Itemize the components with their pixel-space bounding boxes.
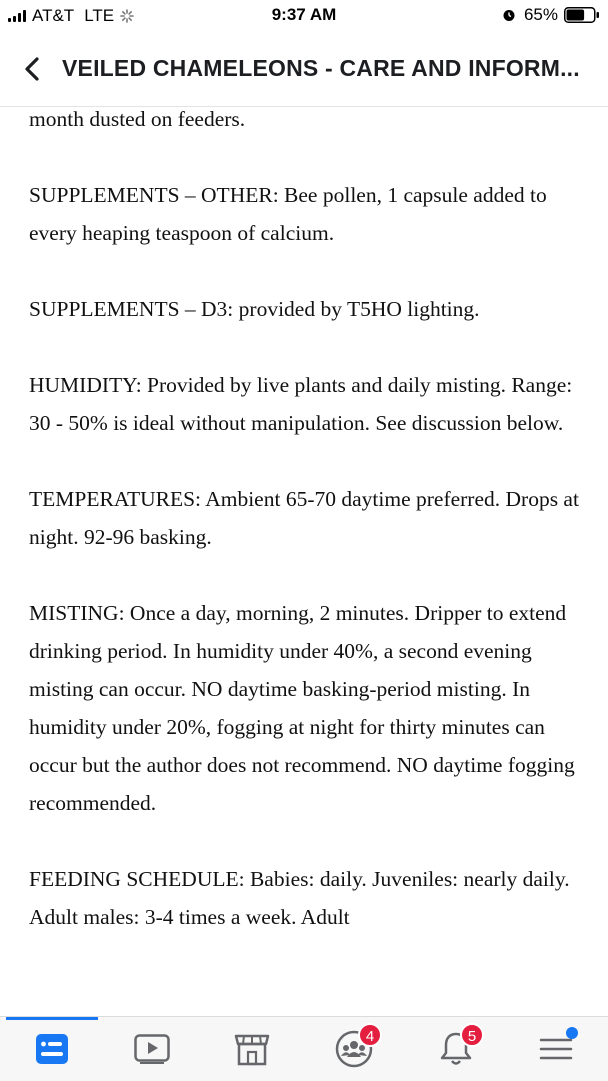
bottom-tab-bar [0, 1016, 608, 1081]
article-paragraph: HUMIDITY: Provided by live plants and daily misting. Range: 30 - 50% is ideal without manipulation. See discussion below. [29, 373, 573, 435]
article-paragraph: FEEDING SCHEDULE: Babies: daily. Juveniles: nearly daily. Adult males: 3-4 times a week. Adult [29, 867, 570, 929]
battery-icon [564, 7, 600, 23]
video-play-icon [134, 1034, 170, 1064]
tab-watch[interactable] [132, 1029, 172, 1069]
carrier-label: AT&T [32, 6, 75, 25]
news-feed-icon [35, 1033, 69, 1065]
status-right [502, 5, 600, 25]
clock: 9:37 AM [271, 5, 337, 24]
page-title: VEILED CHAMELEONS - CARE AND INFORM... [62, 55, 580, 81]
tab-groups[interactable] [334, 1029, 374, 1069]
tab-menu[interactable] [536, 1029, 576, 1069]
tab-news-feed[interactable] [32, 1029, 72, 1069]
navigation-bar [0, 40, 608, 107]
article-paragraph: SUPPLEMENTS – OTHER: Bee pollen, 1 capsule added to every heaping teaspoon of calcium. [29, 183, 547, 245]
menu-notification-dot [566, 1027, 578, 1039]
article-paragraph: month dusted on feeders. [29, 107, 246, 131]
tab-marketplace[interactable] [232, 1029, 272, 1069]
back-chevron-icon[interactable] [22, 55, 44, 83]
tab-notifications[interactable] [436, 1029, 476, 1069]
article-body[interactable] [0, 106, 608, 1016]
active-tab-indicator [6, 1017, 98, 1020]
article-paragraph: TEMPERATURES: Ambient 65-70 daytime preferred. Drops at night. 92-96 basking. [29, 487, 579, 549]
article-paragraph: MISTING: Once a day, morning, 2 minutes. Dripper to extend drinking period. In humidity under 40%, a second evening misting can occur. NO daytime basking-period misting. In humidity under 20%, fogging at night for thirty minutes can occur but the author does not recommend. NO daytime fogging recommended. [29, 601, 575, 815]
battery-percent: 65% [523, 5, 558, 24]
alarm-icon [502, 8, 516, 22]
article-text [29, 106, 589, 974]
menu-hamburger-icon [538, 1034, 574, 1064]
article-paragraph: SUPPLEMENTS – D3: provided by T5HO lighting. [29, 297, 480, 321]
status-bar [0, 0, 608, 32]
groups-badge: 4 [358, 1023, 382, 1047]
notifications-badge: 5 [460, 1023, 484, 1047]
marketplace-store-icon [233, 1032, 271, 1066]
network-label: LTE [84, 6, 115, 25]
